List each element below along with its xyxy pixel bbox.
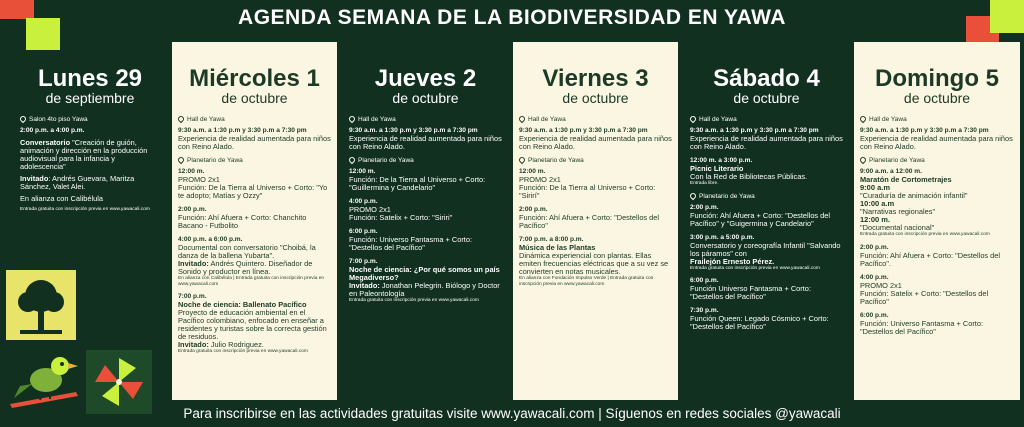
location-label: Hall de Yawa bbox=[690, 116, 843, 123]
location-label: Planetario de Yawa bbox=[519, 157, 672, 164]
event-description: "Curaduría de animación infantil" bbox=[860, 191, 968, 200]
event-description: Proyecto de educación ambiental en el Pacífico colombiano, enfocado en enseñar a residentes y turistas sobre la correcta gestión de residuos. bbox=[178, 308, 327, 341]
event-description: Documental con conversatorio "Choibá, la danza de la ballena Yubarta". bbox=[178, 243, 316, 260]
event-time: 12:00 m. bbox=[519, 168, 546, 175]
event-subtime: 12:00 m. bbox=[860, 215, 891, 224]
event-title: Noche de ciencia: Ballenato Pacífico bbox=[178, 300, 307, 309]
day-name: Lunes 29 bbox=[37, 65, 143, 92]
day-column-monday bbox=[6, 42, 166, 400]
location-pin-icon bbox=[177, 156, 185, 164]
day-name: Viernes 3 bbox=[542, 65, 649, 92]
event-description: Con la Red de Bibliotecas Públicas. bbox=[690, 172, 808, 181]
day-name: Domingo 5 bbox=[875, 65, 999, 92]
day-month: de octubre bbox=[733, 90, 800, 106]
event-time: 4:00 p.m. bbox=[860, 273, 889, 281]
event-description: Función Queen: Legado Cósmico + Corto: "Destellos del Pacífico" bbox=[690, 314, 829, 331]
event-note: Entrada gratuita con inscripción previa en www.yawacali.com bbox=[860, 232, 990, 237]
page-title: AGENDA SEMANA DE LA BIODIVERSIDAD EN YAWA bbox=[238, 6, 786, 29]
event-description: Dinámica experiencial con plantas. Ellas emiten frecuencias eléctricas que a su vez se convierten en notas musicales. bbox=[519, 251, 669, 276]
event-time: 4:00 p.m. a 6:00 p.m. bbox=[178, 236, 243, 243]
event-invited: Invitado: Andrés Quintero. Diseñador de Sonido y productor en línea. bbox=[178, 259, 313, 276]
event-time: 7:00 p.m. bbox=[178, 293, 207, 300]
event-time: 9:00 a.m. a 12:00 m. bbox=[860, 168, 922, 175]
event-title: Noche de ciencia: ¿Por qué somos un país Megadiverso? bbox=[349, 265, 500, 282]
event-time: 9:30 a.m. a 1:30 p.m y 3:30 p.m a 7:30 pm bbox=[349, 127, 478, 134]
location-pin-icon bbox=[518, 115, 526, 123]
event-note: Entrada gratuita con inscripción previa en www.yawacali.com bbox=[349, 298, 479, 303]
event-time: 7:30 p.m. bbox=[690, 307, 719, 314]
location-pin-icon bbox=[348, 115, 356, 123]
event-description: Función: Universo Fantasma + Corto: "Destellos del Pacífico" bbox=[860, 318, 984, 336]
event-time: 9:30 a.m. a 1:30 p.m y 3:30 p.m a 7:30 pm bbox=[178, 127, 307, 134]
event-title: Música de las Plantas bbox=[519, 243, 596, 252]
event-description: Función: De la Tierra al Universo + Corto: "Guillermina y Candelario" bbox=[349, 175, 486, 192]
event-description: "Narrativas regionales" bbox=[860, 207, 936, 216]
event-time: 12:00 m. bbox=[349, 168, 376, 175]
day-column-wednesday bbox=[172, 42, 337, 400]
location-pin-icon bbox=[348, 156, 356, 164]
event-note: Entrada gratuita con inscripción previa en www.yawacali.com bbox=[690, 265, 820, 271]
event-description: Función: Ahí Afuera + Corto: "Destellos del Pacífico" bbox=[519, 213, 660, 230]
event-title: Maratón de Cortometrajes bbox=[860, 175, 952, 184]
location-label: Hall de Yawa bbox=[519, 116, 672, 123]
event-note: Entrada gratuita con inscripción previa en www.yawacali.com bbox=[20, 207, 150, 212]
location-pin-icon bbox=[19, 115, 27, 123]
event-time: 6:00 p.m. bbox=[860, 311, 889, 319]
event-time: 2:00 p.m. a 4:00 p.m. bbox=[20, 127, 85, 134]
event-description: "Documental nacional" bbox=[860, 223, 935, 232]
event-description: PROMO 2x1 Función: De la Tierra al Universo + Corto: "Sirirí" bbox=[519, 175, 656, 200]
event-time: 2:00 p.m. bbox=[178, 206, 207, 213]
location-pin-icon bbox=[689, 192, 697, 200]
event-description: Función: Ahí Afuera + Corto: "Destellos del Pacífico". bbox=[860, 250, 1001, 268]
event-note: Entrada libre. bbox=[690, 181, 719, 186]
event-description: Experiencia de realidad aumentada para niños con Reino Alado. bbox=[178, 134, 331, 151]
event-description: Conversatorio "Creación de guión, animación y dirección en la producción audiovisual para la infancia y adolescencia" bbox=[20, 138, 148, 171]
day-column-friday bbox=[513, 42, 678, 400]
event-time: 12:00 m. a 3:00 p.m. bbox=[690, 157, 753, 164]
location-label: Hall de Yawa bbox=[860, 116, 1014, 123]
event-time: 9:30 a.m. a 1:30 p.m y 3:30 p.m a 7:30 pm bbox=[690, 127, 819, 134]
event-time: 9:30 a.m. a 1:30 p.m y 3:30 p.m a 7:30 pm bbox=[519, 127, 648, 134]
event-description: PROMO 2x1 Función: Satelix + Corto: "Destellos del Pacífico" bbox=[860, 280, 989, 306]
event-note: Entrada gratuita con inscripción previa en www.yawacali.com bbox=[178, 349, 308, 354]
day-month: de octubre bbox=[221, 90, 288, 106]
location-label: Hall de Yawa bbox=[349, 116, 502, 123]
location-pin-icon bbox=[518, 156, 526, 164]
tree-illustration-icon bbox=[6, 270, 76, 340]
footer-text: Para inscribirse en las actividades gratuitas visite www.yawacali.com | Síguenos en redes sociales @yawacali bbox=[183, 406, 841, 421]
event-description: PROMO 2x1 Función: Satelix + Corto: "Siriri" bbox=[349, 205, 453, 222]
event-title: Frailejón Ernesto Pérez. bbox=[690, 256, 775, 266]
event-time: 4:00 p.m. bbox=[349, 198, 378, 205]
location-label: Planetario de Yawa bbox=[178, 157, 331, 164]
event-description: Función Universo Fantasma + Corto: "Destellos del Pacífico" bbox=[690, 284, 811, 301]
event-description: Función: Ahí Afuera + Corto: Chanchito Bacano - Futbolito bbox=[178, 213, 307, 230]
event-time: 6:00 p.m. bbox=[690, 277, 719, 284]
day-name: Jueves 2 bbox=[374, 65, 477, 92]
location-pin-icon bbox=[859, 156, 867, 164]
event-description: Función: Ahí Afuera + Corto: "Destellos del Pacífico" y "Guigermina y Candelario" bbox=[690, 210, 831, 228]
location-label: Planetario de Yawa bbox=[690, 193, 843, 200]
day-name: Miércoles 1 bbox=[189, 65, 320, 92]
day-month: de octubre bbox=[562, 90, 629, 106]
day-name: Sábado 4 bbox=[713, 65, 820, 92]
event-invited: Invitado: Andrés Guevara, Maritza Sánchez, Valet Alei. bbox=[20, 174, 135, 191]
location-label: Planetario de Yawa bbox=[349, 157, 502, 164]
event-time: 9:30 a.m. a 1:30 p.m y 3:30 p.m a 7:30 pm bbox=[860, 127, 989, 134]
event-description: Experiencia de realidad aumentada para niños con Reino Alado. bbox=[349, 134, 502, 151]
event-subtime: 10:00 a.m bbox=[860, 199, 895, 208]
event-description: Experiencia de realidad aumentada para niños con Reino Alado. bbox=[860, 134, 1013, 151]
pinwheel-illustration-icon bbox=[86, 350, 152, 414]
event-description: Experiencia de realidad aumentada para niños con Reino Alado. bbox=[690, 134, 843, 151]
event-invited: Invitado: Julio Rodriguez. bbox=[178, 340, 264, 349]
event-time: 7:00 p.m. a 8:00 p.m. bbox=[519, 236, 584, 243]
day-column-sunday bbox=[854, 42, 1020, 400]
bird-illustration-icon bbox=[6, 348, 80, 414]
location-pin-icon bbox=[177, 115, 185, 123]
day-column-thursday bbox=[343, 42, 508, 400]
event-description: Conversatorio y coreografía Infantil "Salvando los páramos" con bbox=[690, 240, 841, 258]
location-label: Hall de Yawa bbox=[178, 116, 331, 123]
event-time: 12:00 m. bbox=[178, 168, 205, 175]
event-partner: En alianza con Calibélula bbox=[20, 194, 103, 203]
location-label: Salon 4to piso Yawa bbox=[20, 116, 160, 123]
event-time: 2:00 p.m. bbox=[519, 206, 548, 213]
event-time: 3:00 p.m. a 5:00 p.m. bbox=[690, 233, 755, 241]
location-pin-icon bbox=[859, 115, 867, 123]
event-invited: Invitado: Jonathan Pelegrin. Biólogo y Doctor en Paleontología bbox=[349, 281, 500, 298]
event-note: En alianza con Calibélula | Entrada gratuita con inscripción previa en www.yawacali.com bbox=[178, 276, 325, 287]
event-title: Picnic Literario bbox=[690, 164, 744, 173]
event-time: 6:00 p.m. bbox=[349, 228, 378, 235]
event-description: Experiencia de realidad aumentada para niños con Reino Alado. bbox=[519, 134, 672, 151]
event-time: 7:00 p.m. bbox=[349, 258, 378, 265]
location-pin-icon bbox=[689, 115, 697, 123]
day-column-saturday bbox=[684, 42, 849, 400]
event-description: Función: Universo Fantasma + Corto: "Destellos del Pacífico" bbox=[349, 235, 473, 252]
location-label: Planetario de Yawa bbox=[860, 157, 1014, 164]
day-month: de septiembre bbox=[45, 90, 135, 106]
event-subtime: 9:00 a.m bbox=[860, 183, 891, 192]
event-time: 2:00 p.m. bbox=[860, 243, 889, 251]
event-note: En alianza con Fundación Impulso Verde | Entrada gratuita con inscripción previa en www.yawacali.com bbox=[519, 276, 654, 287]
event-time: 2:00 p.m. bbox=[690, 203, 719, 211]
day-month: de octubre bbox=[392, 90, 459, 106]
day-month: de octubre bbox=[903, 90, 971, 106]
event-description: PROMO 2x1 Función: De la Tierra al Universo + Corto: "Yo te adopto; Matías y Ozzy" bbox=[178, 175, 328, 200]
